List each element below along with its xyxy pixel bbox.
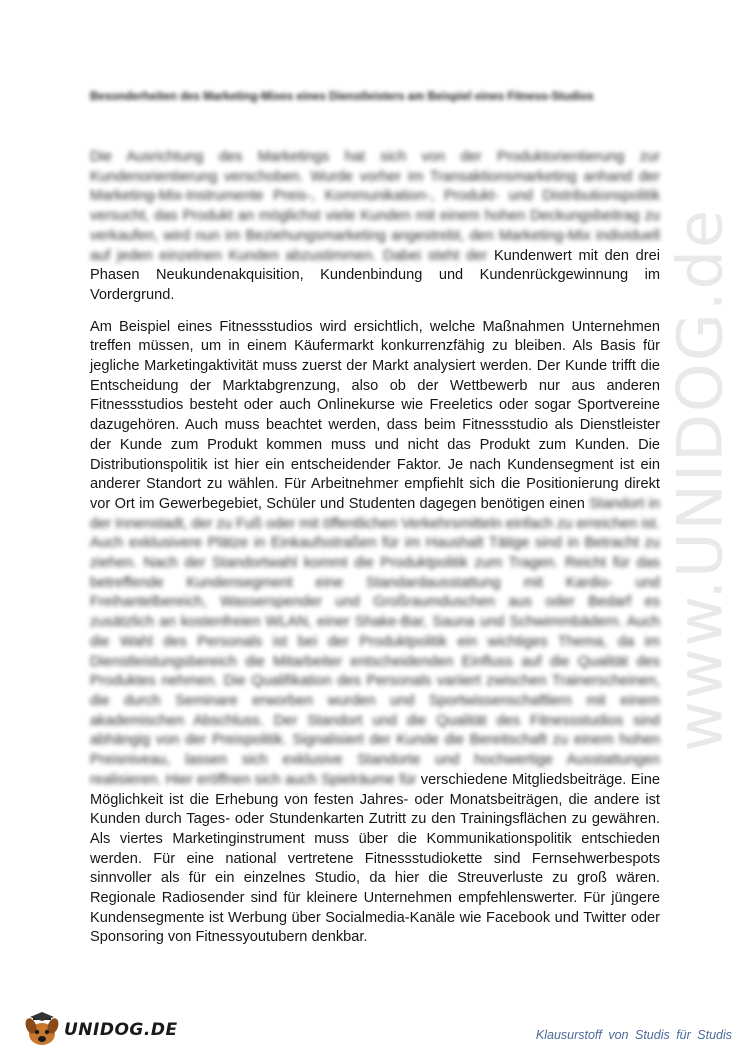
visible-text: verschiedene Mitgliedsbeiträge. Eine Möglichkeit ist die Erhebung von festen Jahres- oder Monatsbeiträgen, die andere ist Kunden durch Tages- oder Stundenkarten Zutritt zu den Trainingsflächen zu gewähren. Als viertes Marketinginstrument muss über die Kommunikationspolitik entschieden werden. Für eine national vertretene Fitnessstudiokette sind Fernsehwerbespots sinnvoller als für ein einzelnes Studio, da hier die Streuverluste zu groß wären. Regionale Radiosender sind für kleinere Unternehmen empfehlenswerter. Für jüngere Kundensegmente ist Werbung über Socialmedia-Kanäle wie Facebook und Twitter oder Sponsoring von Fitnessyoutubern denkbar.	[90, 771, 660, 946]
logo-text: UNIDOG.DE	[64, 1020, 178, 1040]
document-title: Besonderheiten des Marketing-Mixes eines Dienstleisters am Beispiel eines Fitness-Studios	[90, 91, 594, 103]
paragraph-2	[90, 318, 660, 949]
watermark-text: www.UNIDOG.de	[663, 208, 737, 752]
blurred-text: Die Ausrichtung des Marketings hat sich von der Produktorientierung zur Kundenorientierung verschoben. Wurde vorher im Transaktionsmarketing anhand der Marketing-Mix-Instrumente Preis-, Kommunikation-, Produkt- und Distributionspolitik versucht, das Produkt an möglichst viele Kunden mit einem hohen Deckungsbeitrag zu verkaufen, wird nun im Beziehungsmarketing angestrebt, den Marketing-Mix individuell auf jeden einzelnen Kunden abzustimmen. Dabei steht der	[90, 149, 660, 264]
paragraph-1	[90, 148, 660, 306]
visible-text: Am Beispiel eines Fitnessstudios wird ersichtlich, welche Maßnahmen Unternehmen treffen müssen, um in einem Käufermarkt konkurrenzfähig zu bleiben. Als Basis für jegliche Marketingaktivität muss zuerst der Markt analysiert werden. Der Kunde trifft die Entscheidung der Marktabgrenzung, also ob der Wettbewerb nur aus anderen Fitnessstudios besteht oder auch Onlinekurse wie Freeletics oder sogar Sportvereine dazugehören. Auch muss beachtet werden, dass beim Fitnessstudio als Dienstleister der Kunde zum Produkt kommen muss und nicht das Produkt zum Kunden. Die Distributionspolitik ist hier ein entscheidender Faktor. Je nach Kundensegment ist ein anderer Standort zu wählen. Für Arbeitnehmer empfiehlt sich die Positionierung direkt vor Ort im Gewerbegebiet, Schüler und Studenten dagegen benötigen einen	[90, 318, 660, 512]
unidog-logo	[22, 1012, 178, 1048]
blurred-text: Standort in der Innenstadt, der zu Fuß oder mit öffentlichen Verkehrsmitteln einfach zu erreichen ist. Auch exklusivere Plätze in Einkaufsstraßen für im Haushalt Tätige sind in Betracht zu ziehen. Nach der Standortwahl kommt die Produktpolitik zum Tragen. Reicht für das betreffende Kundensegment eine Standardausstattung mit Kardio- und Freihantelbereich, Wasserspender und Großraumduschen aus oder Bedarf es zusätzlich an kostenfreien WLAN, einer Shake-Bar, Sauna und Schwimmbädern. Auch die Wahl des Personals ist bei der Produktpolitik ein wichtiges Thema, da im Dienstleistungsbereich die Mitarbeiter entscheidenden Einfluss auf die Qualität des Produktes nehmen. Die Qualifikation des Personals variiert zwischen Trainerscheinen, die durch Seminare erworben wurden und Sportwissenschaftlern mit einem akademischen Abschluss. Der Standort und die Qualität des Fitnessstudios sind abhängig von der Preispolitik. Signalisiert der Kunde die Bereitschaft zu einem hohen Preisniveau, lassen sich exklusive Standorte und hochwertige Ausstattungen realisieren. Hier eröffnen sich auch Spielräume für	[90, 495, 660, 788]
dog-mascot-icon	[22, 1012, 62, 1048]
document-body	[90, 148, 660, 960]
footer-tagline: Klausurstoff von Studis für Studis	[535, 1028, 732, 1042]
visible-text: Kundenwert mit den drei Phasen Neukundenakquisition, Kundenbindung und Kundenrückgewinnung im Vordergrund.	[90, 247, 660, 303]
